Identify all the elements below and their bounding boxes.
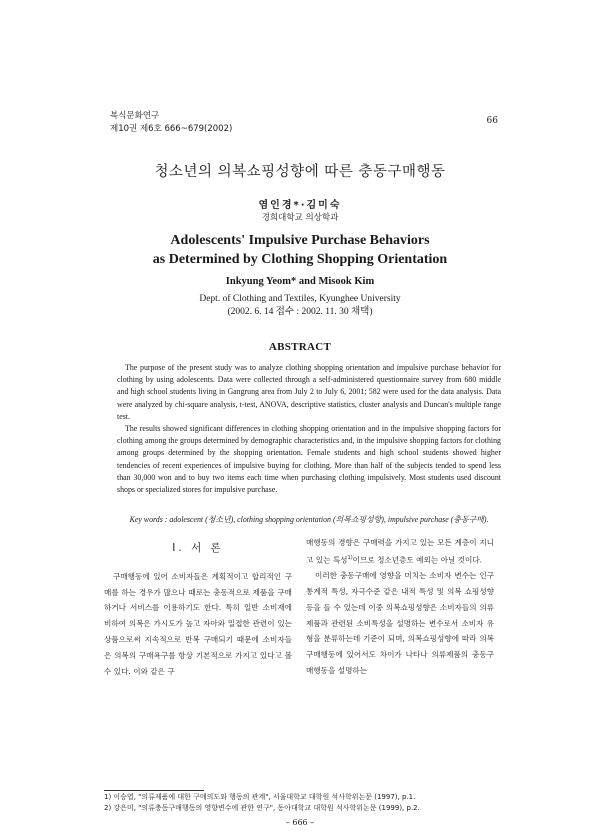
volume-info: 제10권 제6호 666~679(2002) xyxy=(110,124,233,134)
english-affiliation-block xyxy=(0,293,600,319)
footer-page-number: – 666 – xyxy=(285,818,315,827)
body-paragraph xyxy=(306,535,494,568)
page-number: 66 xyxy=(486,116,498,126)
english-title-line2: as Determined by Clothing Shopping Orientation xyxy=(152,252,448,267)
footnotes xyxy=(104,792,504,814)
korean-affiliation: 경희대학교 의상학과 xyxy=(261,213,339,223)
footnote-divider xyxy=(104,790,204,791)
received-accepted-dates: (2002. 6. 14 접수 : 2002. 11. 30 채택) xyxy=(227,307,373,317)
english-title xyxy=(0,231,600,269)
footnote-marker: 1) xyxy=(347,554,353,561)
abstract-body xyxy=(117,362,501,496)
korean-title: 청소년의 의복쇼핑성향에 따른 충동구매행동 xyxy=(154,164,446,180)
english-authors: Inkyung Yeom* and Misook Kim xyxy=(225,276,375,287)
abstract-paragraph-1: The purpose of the present study was to analyze clothing shopping orientation and impulsive purchase behavior for clothing by using adolescents. Data were collected through a self-administered questionnaire survey from 680 middle and high school students living in Gangrung area from July 2 to July 6, 2001; 582 were used for the data analysis. Data were analyzed by chi-square analysis, t-test, ANOVA, descriptive statistics, cluster analysis and Duncan's multiple range test. xyxy=(117,363,501,421)
journal-header xyxy=(110,110,232,136)
section-heading-intro: Ⅰ. 서 론 xyxy=(172,542,224,554)
korean-authors: 염인경*·김미숙 xyxy=(258,200,342,211)
footnote-1: 1) 이승엽, "의류제품에 대한 구매의도와 행동의 관계", 서울대학교 대학원 석사학위논문 (1997), p.1. xyxy=(104,793,416,801)
keywords: Key words : adolescent (청소년), clothing shopping orientation (의복쇼핑성향), impulsive purchase (충동구매). xyxy=(129,515,489,524)
english-title-line1: Adolescents' Impulsive Purchase Behaviors xyxy=(170,233,430,248)
body-paragraph: 구매행동에 있어 소비자들은 계획적이고 합리적인 구매를 하는 경우가 많으나 때로는 충동적으로 제품을 구매하거나 서비스를 이용하기도 한다. 특히 일반 소비재에 비하여 의복은 가시도가 높고 자아와 밀접한 관련이 있는 상품으로써 지속적으로 반복 구매되기 때문에 소비자들은 의복의 구매욕구를 항상 기본적으로 가지고 있다고 볼 수 있다. 이와 같은 구 xyxy=(104,571,292,676)
abstract-paragraph-2: The results showed significant differences in clothing shopping orientation and in the impulsive shopping factors for clothing among the groups determined by demographic characteristics and, in the impulsive shopping factors for clothing among groups determined by the shopping orientation. Female students and high school students showed higher tendencies of recent experiences of impulsive buying for clothing. More than half of the subjects tended to spend less than 30,000 won and to buy two items each time when purchasing clothing impulsively. Most students used discount shops or specialized stores for impulsive purchase. xyxy=(117,424,501,495)
body-text: 매행동의 경향은 구매력을 가지고 있는 모든 계층이 지니고 있는 특성 xyxy=(306,538,494,565)
footnote-2: 2) 강은미, "의류충동구매행동의 영향변수에 관한 연구", 동아대학교 대학원 석사학위논문 (1999), p.2. xyxy=(104,804,420,812)
body-column-left xyxy=(104,535,292,679)
english-affiliation: Dept. of Clothing and Textiles, Kyunghee University xyxy=(199,294,401,304)
journal-name: 복식문화연구 xyxy=(110,111,160,121)
body-paragraph: 이러한 충동구매에 영향을 미치는 소비자 변수는 인구 통계적 특성, 자극수준 같은 내적 특성 및 의복 쇼핑성향 등을 들 수 있는데 이중 의복쇼핑성향은 소비자들의 의류제품과 관련된 소비특성을 설명하는 변수로서 소비자 유형을 분류하는데 기준이 되며, 의복쇼핑성향에 따라 의복구매행동에 있어서도 차이가 나타나 의류제품의 충동구매행동을 설명하는 xyxy=(306,571,494,675)
abstract-heading: ABSTRACT xyxy=(268,341,332,353)
body-text: 이므로 청소년층도 예외는 아닐 것이다. xyxy=(352,555,483,565)
body-column-right xyxy=(306,535,494,679)
